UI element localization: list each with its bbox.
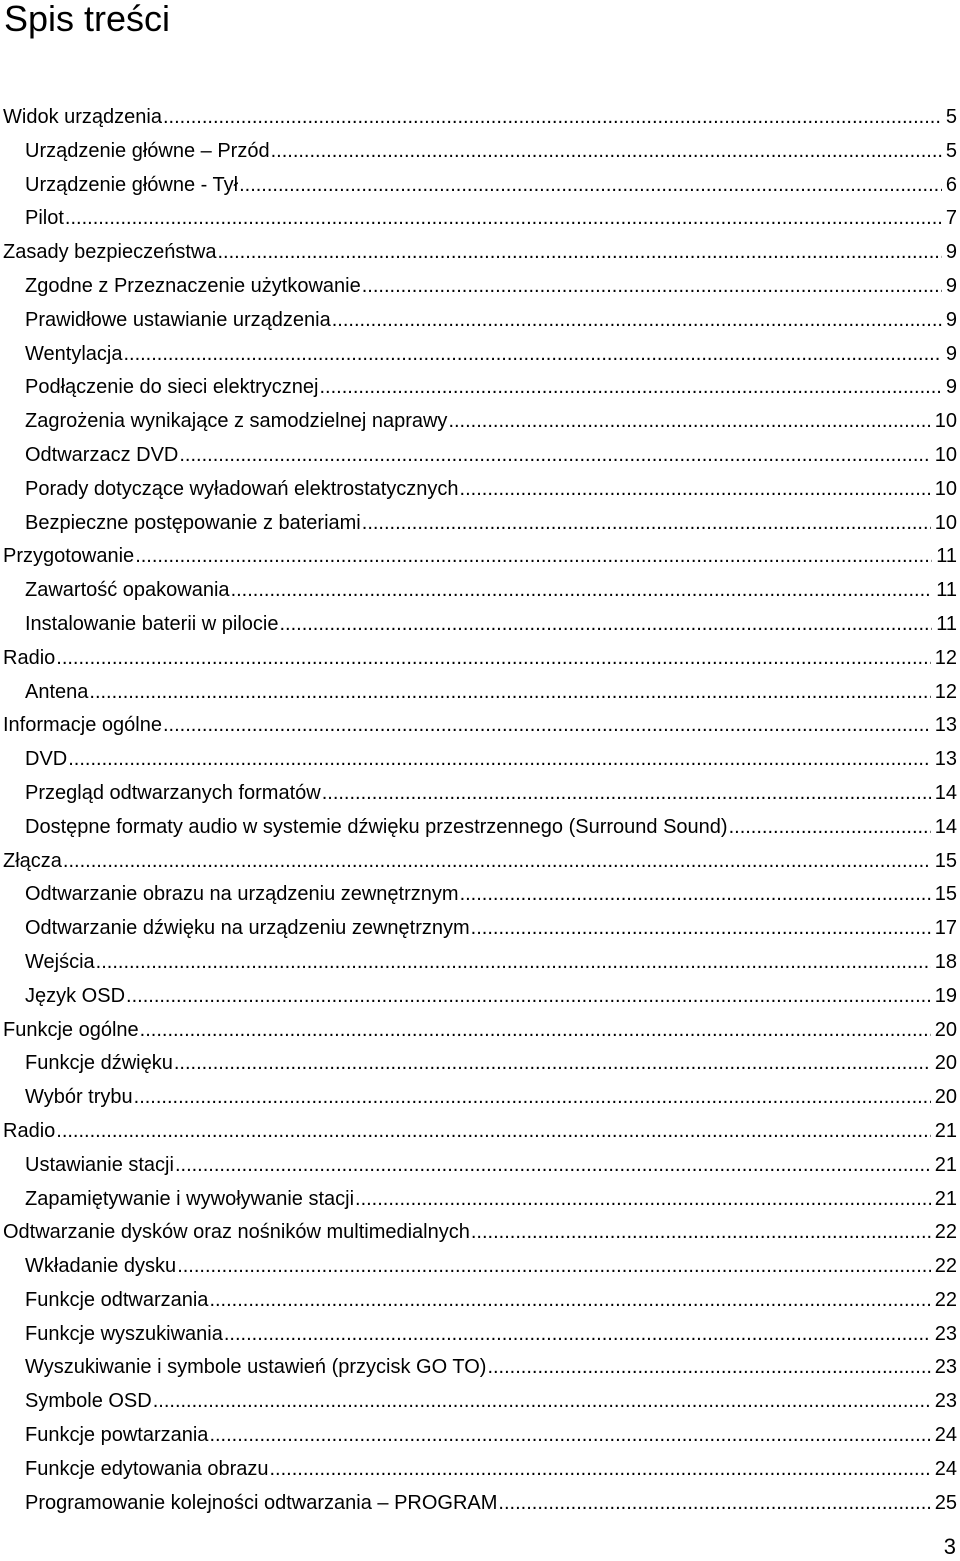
toc-entry[interactable] bbox=[0, 777, 960, 811]
toc-dot-leader bbox=[163, 709, 931, 743]
toc-entry[interactable] bbox=[0, 608, 960, 642]
toc-entry[interactable] bbox=[0, 439, 960, 473]
toc-dot-leader bbox=[322, 777, 931, 811]
page-title: Spis treści bbox=[4, 0, 171, 39]
toc-dot-leader bbox=[355, 1183, 931, 1217]
toc-entry-page: 20 bbox=[934, 1086, 957, 1109]
toc-entry-title: Funkcje edytowania obrazu bbox=[25, 1457, 269, 1480]
toc-dot-leader bbox=[56, 1115, 930, 1149]
toc-entry[interactable] bbox=[0, 270, 960, 304]
toc-entry-page: 14 bbox=[934, 815, 957, 838]
toc-entry[interactable] bbox=[0, 405, 960, 439]
toc-entry-page: 18 bbox=[934, 950, 957, 973]
toc-entry-page: 21 bbox=[934, 1153, 957, 1176]
toc-entry-title: Przegląd odtwarzanych formatów bbox=[25, 781, 321, 804]
toc-entry[interactable] bbox=[0, 1115, 960, 1149]
toc-entry-title: Zapamiętywanie i wywoływanie stacji bbox=[25, 1187, 355, 1210]
toc-entry[interactable] bbox=[0, 473, 960, 507]
toc-entry-page: 9 bbox=[945, 308, 957, 331]
toc-dot-leader bbox=[96, 946, 931, 980]
toc-entry[interactable] bbox=[0, 540, 960, 574]
toc-entry-page: 10 bbox=[934, 511, 957, 534]
toc-entry-title: Dostępne formaty audio w systemie dźwięku przestrzennego (Surround Sound) bbox=[25, 815, 728, 838]
toc-dot-leader bbox=[174, 1047, 931, 1081]
toc-entry-page: 23 bbox=[934, 1390, 957, 1413]
toc-entry-title: Wentylacja bbox=[25, 342, 123, 365]
toc-entry-title: Prawidłowe ustawianie urządzenia bbox=[25, 308, 331, 331]
toc-dot-leader bbox=[471, 1216, 931, 1250]
toc-entry[interactable] bbox=[0, 845, 960, 879]
toc-entry[interactable] bbox=[0, 1081, 960, 1115]
toc-dot-leader bbox=[729, 811, 931, 845]
toc-dot-leader bbox=[56, 642, 930, 676]
toc-entry[interactable] bbox=[0, 709, 960, 743]
toc-entry-title: Pilot bbox=[25, 207, 64, 230]
toc-entry-title: DVD bbox=[25, 748, 68, 771]
toc-entry[interactable] bbox=[0, 878, 960, 912]
toc-entry[interactable] bbox=[0, 1014, 960, 1048]
toc-entry[interactable] bbox=[0, 135, 960, 169]
toc-entry[interactable] bbox=[0, 574, 960, 608]
toc-entry-page: 7 bbox=[945, 207, 957, 230]
toc-entry-title: Funkcje wyszukiwania bbox=[25, 1322, 223, 1345]
toc-entry-page: 21 bbox=[934, 1119, 957, 1142]
toc-dot-leader bbox=[332, 304, 942, 338]
toc-entry-page: 22 bbox=[934, 1288, 957, 1311]
toc-entry-page: 21 bbox=[934, 1187, 957, 1210]
toc-entry-title: Wejścia bbox=[25, 950, 95, 973]
toc-entry-page: 9 bbox=[945, 342, 957, 365]
toc-entry-title: Radio bbox=[3, 646, 56, 669]
toc-entry[interactable] bbox=[0, 642, 960, 676]
toc-entry-title: Symbole OSD bbox=[25, 1390, 152, 1413]
toc-entry-page: 6 bbox=[945, 173, 957, 196]
toc-entry-page: 23 bbox=[934, 1322, 957, 1345]
toc-entry[interactable] bbox=[0, 1318, 960, 1352]
toc-entry-title: Wyszukiwanie i symbole ustawień (przycisk GO TO) bbox=[25, 1356, 487, 1379]
toc-entry-title: Urządzenie główne - Tył bbox=[25, 173, 239, 196]
toc-dot-leader bbox=[362, 270, 942, 304]
toc-dot-leader bbox=[448, 405, 930, 439]
toc-entry-page: 14 bbox=[934, 781, 957, 804]
toc-entry-title: Wkładanie dysku bbox=[25, 1255, 177, 1278]
toc-dot-leader bbox=[209, 1284, 930, 1318]
toc-entry[interactable] bbox=[0, 1487, 960, 1521]
toc-entry-page: 20 bbox=[934, 1018, 957, 1041]
toc-dot-leader bbox=[140, 1014, 931, 1048]
toc-entry[interactable] bbox=[0, 811, 960, 845]
toc-entry[interactable] bbox=[0, 338, 960, 372]
toc-entry-title: Zgodne z Przeznaczenie użytkowanie bbox=[25, 274, 361, 297]
toc-entry-title: Widok urządzenia bbox=[3, 106, 162, 128]
toc-entry-page: 10 bbox=[934, 410, 957, 433]
table-of-contents bbox=[0, 101, 960, 1520]
toc-entry[interactable] bbox=[0, 1149, 960, 1183]
toc-entry[interactable] bbox=[0, 1351, 960, 1385]
toc-dot-leader bbox=[65, 202, 942, 236]
toc-dot-leader bbox=[460, 473, 931, 507]
toc-entry-title: Zawartość opakowania bbox=[25, 579, 230, 602]
toc-entry[interactable] bbox=[0, 946, 960, 980]
toc-entry[interactable] bbox=[0, 980, 960, 1014]
toc-entry-title: Instalowanie baterii w pilocie bbox=[25, 612, 279, 635]
toc-dot-leader bbox=[487, 1351, 930, 1385]
toc-entry-page: 20 bbox=[934, 1052, 957, 1075]
toc-entry-page: 19 bbox=[934, 984, 957, 1007]
toc-dot-leader bbox=[498, 1487, 930, 1521]
toc-entry-page: 10 bbox=[934, 477, 957, 500]
toc-dot-leader bbox=[279, 608, 932, 642]
toc-dot-leader bbox=[224, 1318, 931, 1352]
toc-dot-leader bbox=[209, 1419, 930, 1453]
toc-entry-page: 24 bbox=[934, 1457, 957, 1480]
toc-entry-page: 5 bbox=[945, 139, 957, 162]
toc-entry-page: 15 bbox=[934, 883, 957, 906]
toc-entry[interactable] bbox=[0, 676, 960, 710]
toc-entry-title: Programowanie kolejności odtwarzania – PROGRAM bbox=[25, 1491, 498, 1514]
toc-entry[interactable] bbox=[0, 507, 960, 541]
toc-entry[interactable] bbox=[0, 101, 960, 135]
toc-dot-leader bbox=[68, 743, 931, 777]
toc-entry-title: Odtwarzanie dysków oraz nośników multimedialnych bbox=[3, 1221, 470, 1244]
toc-entry[interactable] bbox=[0, 1183, 960, 1217]
toc-dot-leader bbox=[271, 135, 942, 169]
toc-entry-page: 15 bbox=[934, 849, 957, 872]
toc-entry-title: Funkcje powtarzania bbox=[25, 1424, 209, 1447]
toc-entry[interactable] bbox=[0, 1250, 960, 1284]
toc-entry-title: Bezpieczne postępowanie z bateriami bbox=[25, 511, 361, 534]
toc-entry-page: 24 bbox=[934, 1424, 957, 1447]
toc-dot-leader bbox=[163, 101, 942, 135]
toc-dot-leader bbox=[134, 1081, 931, 1115]
toc-entry-page: 13 bbox=[934, 714, 957, 737]
toc-dot-leader bbox=[217, 236, 941, 270]
toc-entry[interactable] bbox=[0, 1047, 960, 1081]
toc-entry-page: 17 bbox=[934, 917, 957, 940]
toc-dot-leader bbox=[153, 1385, 931, 1419]
toc-entry-page: 9 bbox=[945, 376, 957, 399]
toc-entry-title: Porady dotyczące wyładowań elektrostatycznych bbox=[25, 477, 459, 500]
toc-entry-page: 12 bbox=[934, 680, 957, 703]
toc-dot-leader bbox=[63, 845, 931, 879]
toc-entry[interactable] bbox=[0, 371, 960, 405]
toc-dot-leader bbox=[89, 676, 930, 710]
toc-dot-leader bbox=[239, 169, 942, 203]
toc-entry-title: Podłączenie do sieci elektrycznej bbox=[25, 376, 319, 399]
toc-entry-page: 9 bbox=[945, 274, 957, 297]
toc-entry[interactable] bbox=[0, 1284, 960, 1318]
toc-entry-page: 22 bbox=[934, 1255, 957, 1278]
toc-entry-page: 11 bbox=[936, 545, 957, 568]
toc-dot-leader bbox=[231, 574, 933, 608]
toc-entry-title: Urządzenie główne – Przód bbox=[25, 139, 270, 162]
toc-entry[interactable] bbox=[0, 1453, 960, 1487]
toc-entry-title: Zasady bezpieczeństwa bbox=[3, 241, 217, 264]
toc-dot-leader bbox=[460, 878, 931, 912]
toc-entry[interactable] bbox=[0, 236, 960, 270]
toc-entry[interactable] bbox=[0, 304, 960, 338]
toc-entry[interactable] bbox=[0, 912, 960, 946]
toc-entry[interactable] bbox=[0, 1419, 960, 1453]
toc-entry-title: Antena bbox=[25, 680, 89, 703]
toc-entry-page: 25 bbox=[934, 1491, 957, 1514]
toc-entry[interactable] bbox=[0, 743, 960, 777]
toc-entry-title: Odtwarzanie obrazu na urządzeniu zewnętrznym bbox=[25, 883, 459, 906]
toc-entry[interactable] bbox=[0, 169, 960, 203]
toc-entry-title: Wybór trybu bbox=[25, 1086, 133, 1109]
toc-dot-leader bbox=[123, 338, 941, 372]
toc-entry-title: Funkcje ogólne bbox=[3, 1018, 139, 1041]
toc-entry-page: 22 bbox=[934, 1221, 957, 1244]
toc-dot-leader bbox=[177, 1250, 931, 1284]
toc-dot-leader bbox=[135, 540, 932, 574]
toc-entry-title: Ustawianie stacji bbox=[25, 1153, 174, 1176]
toc-entry-title: Radio bbox=[3, 1119, 56, 1142]
toc-dot-leader bbox=[320, 371, 942, 405]
toc-entry[interactable] bbox=[0, 1385, 960, 1419]
toc-dot-leader bbox=[362, 507, 931, 541]
toc-dot-leader bbox=[175, 1149, 931, 1183]
toc-entry-page: 11 bbox=[936, 612, 957, 635]
toc-entry-page: 10 bbox=[934, 443, 957, 466]
toc-entry-title: Odtwarzacz DVD bbox=[25, 443, 179, 466]
toc-entry-title: Funkcje odtwarzania bbox=[25, 1288, 209, 1311]
toc-entry[interactable] bbox=[0, 202, 960, 236]
toc-entry-page: 5 bbox=[945, 106, 957, 128]
toc-entry-title: Odtwarzanie dźwięku na urządzeniu zewnętrznym bbox=[25, 917, 470, 940]
toc-entry-title: Informacje ogólne bbox=[3, 714, 162, 737]
toc-entry-page: 12 bbox=[934, 646, 957, 669]
toc-entry-title: Przygotowanie bbox=[3, 545, 135, 568]
toc-entry-title: Język OSD bbox=[25, 984, 126, 1007]
toc-entry-title: Zagrożenia wynikające z samodzielnej naprawy bbox=[25, 410, 448, 433]
toc-entry-page: 9 bbox=[945, 241, 957, 264]
page-number: 3 bbox=[943, 1534, 956, 1559]
toc-entry-page: 13 bbox=[934, 748, 957, 771]
toc-entry-title: Funkcje dźwięku bbox=[25, 1052, 173, 1075]
toc-dot-leader bbox=[471, 912, 931, 946]
toc-entry-page: 11 bbox=[936, 579, 957, 602]
toc-dot-leader bbox=[269, 1453, 930, 1487]
toc-entry-title: Złącza bbox=[3, 849, 62, 872]
toc-dot-leader bbox=[179, 439, 930, 473]
toc-entry[interactable] bbox=[0, 1216, 960, 1250]
toc-dot-leader bbox=[126, 980, 931, 1014]
toc-entry-page: 23 bbox=[934, 1356, 957, 1379]
